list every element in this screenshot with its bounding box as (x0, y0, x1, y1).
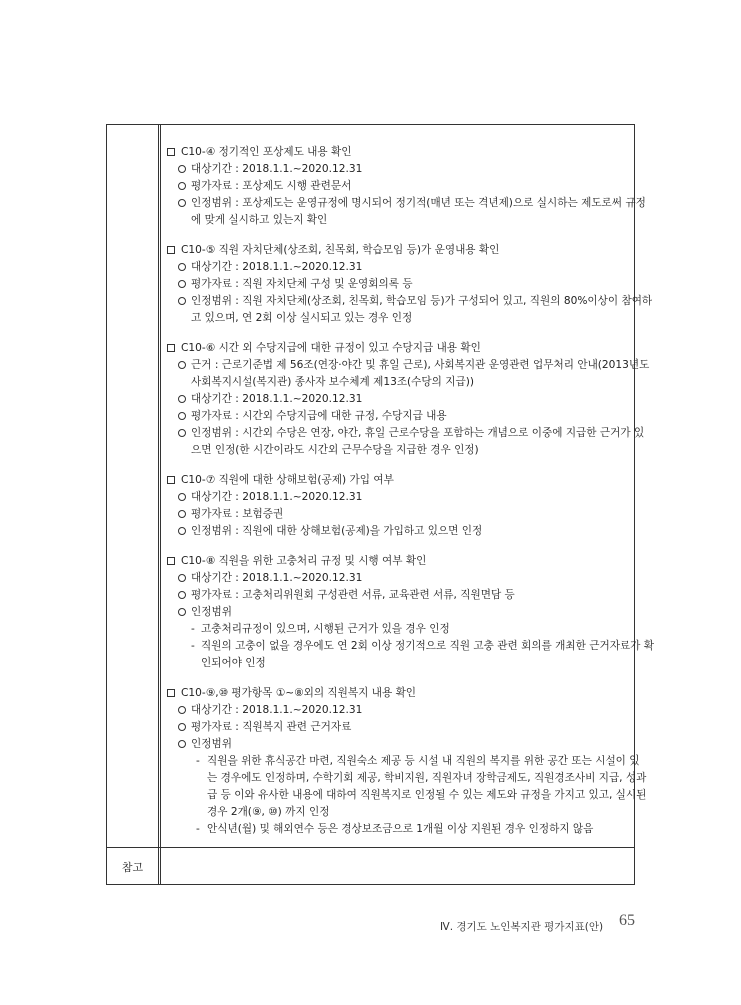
circle-bullet-icon (178, 591, 186, 599)
criteria-section (167, 685, 647, 838)
circle-bullet-icon (178, 263, 186, 271)
dash-bullet: - (191, 640, 195, 652)
criteria-subitem: - 직원을 위한 휴식공간 마련, 직원숙소 제공 등 시설 내 직원의 복지를 위한 공간 또는 시설이 있 (167, 753, 629, 770)
circle-bullet-icon (178, 395, 186, 403)
criteria-item: 평가자료 : 직원복지 관련 근거자료 (167, 719, 629, 736)
criteria-item: 평가자료 : 고충처리위원회 구성관련 서류, 교육관련 서류, 직원면담 등 (167, 587, 629, 604)
checkbox-square-icon (167, 344, 175, 352)
circle-bullet-icon (178, 740, 186, 748)
criteria-item: 대상기간 : 2018.1.1.~2020.12.31 (167, 489, 629, 506)
criteria-item-continuation: 고 있으며, 연 2회 이상 실시되고 있는 경우 인정 (191, 312, 413, 324)
criteria-item: 인정범위 (167, 736, 629, 753)
criteria-item-continuation: 사회복지시설(복지관) 종사자 보수체계 제13조(수당의 지급)) (191, 376, 474, 388)
criteria-section (167, 340, 650, 459)
criteria-item: 대상기간 : 2018.1.1.~2020.12.31 (167, 259, 629, 276)
criteria-item: 평가자료 : 포상제도 시행 관련문서 (167, 178, 629, 195)
section-title: C10-⑦ 직원에 대한 상해보험(공제) 가입 여부 (167, 472, 629, 489)
criteria-item: 평가자료 : 보험증권 (167, 506, 629, 523)
criteria-subitem-continuation: 는 경우에도 인정하며, 수학기회 제공, 학비지원, 직원자녀 장학금제도, 직원경조사비 지급, 성과 (207, 772, 647, 784)
table-left-column (107, 125, 161, 847)
criteria-item: 대상기간 : 2018.1.1.~2020.12.31 (167, 702, 629, 719)
section-title: C10-⑨,⑩ 평가항목 ①~⑧외의 직원복지 내용 확인 (167, 685, 629, 702)
criteria-subitem: - 직원의 고충이 없을 경우에도 연 2회 이상 정기적으로 직원 고충 관련 회의를 개최한 근거자료가 확 (167, 638, 629, 655)
criteria-item-continuation: 으면 인정(한 시간이라도 시간외 근무수당을 지급한 경우 인정) (191, 444, 479, 456)
criteria-section (167, 472, 629, 540)
circle-bullet-icon (178, 429, 186, 437)
circle-bullet-icon (178, 412, 186, 420)
criteria-item-continuation: 에 맞게 실시하고 있는지 확인 (191, 214, 328, 226)
dash-bullet: - (196, 823, 200, 835)
circle-bullet-icon (178, 493, 186, 501)
circle-bullet-icon (178, 510, 186, 518)
criteria-subitem-continuation: 인되어야 인정 (201, 657, 266, 669)
checkbox-square-icon (167, 557, 175, 565)
circle-bullet-icon (178, 608, 186, 616)
circle-bullet-icon (178, 361, 186, 369)
criteria-subitem: - 안식년(월) 및 해외연수 등은 경상보조금으로 1개월 이상 지원된 경우 인정하지 않음 (167, 821, 629, 838)
checkbox-square-icon (167, 246, 175, 254)
criteria-section (167, 553, 654, 672)
checkbox-square-icon (167, 476, 175, 484)
criteria-subitem-continuation: 급 등 이와 유사한 내용에 대하여 직원복지로 인정될 수 있는 제도와 규정을 가지고 있고, 실시된 (207, 789, 647, 801)
evaluation-table (106, 124, 654, 885)
reference-label: 참고 (107, 848, 161, 885)
criteria-item: 대상기간 : 2018.1.1.~2020.12.31 (167, 161, 629, 178)
criteria-item: 평가자료 : 직원 자치단체 구성 및 운영회의록 등 (167, 276, 629, 293)
checkbox-square-icon (167, 689, 175, 697)
circle-bullet-icon (178, 527, 186, 535)
criteria-item: 인정범위 : 포상제도는 운영규정에 명시되어 정기적(매년 또는 격년제)으로 실시하는 제도로써 규정 (167, 195, 629, 212)
criteria-item: 인정범위 : 직원 자치단체(상조회, 친목회, 학습모임 등)가 구성되어 있고, 직원의 80%이상이 참여하 (167, 293, 629, 310)
reference-row (107, 847, 634, 885)
page-footer-text: Ⅳ. 경기도 노인복지관 평가지표(안) (440, 921, 604, 933)
section-title: C10-⑤ 직원 자치단체(상조회, 친목회, 학습모임 등)가 운영내용 확인 (167, 242, 629, 259)
criteria-item: 인정범위 : 시간외 수당은 연장, 야간, 휴일 근로수당을 포함하는 개념으로 이중에 지급한 근거가 있 (167, 425, 629, 442)
criteria-subitem-continuation: 경우 2개(⑨, ⑩) 까지 인정 (207, 806, 330, 818)
criteria-section (167, 242, 653, 327)
checkbox-square-icon (167, 148, 175, 156)
criteria-item: 근거 : 근로기준법 제 56조(연장·야간 및 휴일 근로), 사회복지관 운영관련 업무처리 안내(2013년도 (167, 357, 629, 374)
circle-bullet-icon (178, 182, 186, 190)
criteria-item: 평가자료 : 시간외 수당지급에 대한 규정, 수당지급 내용 (167, 408, 629, 425)
circle-bullet-icon (178, 199, 186, 207)
section-title: C10-⑥ 시간 외 수당지급에 대한 규정이 있고 수당지급 내용 확인 (167, 340, 629, 357)
circle-bullet-icon (178, 165, 186, 173)
dash-bullet: - (191, 623, 195, 635)
circle-bullet-icon (178, 723, 186, 731)
criteria-item: 대상기간 : 2018.1.1.~2020.12.31 (167, 570, 629, 587)
criteria-item: 인정범위 (167, 604, 629, 621)
circle-bullet-icon (178, 280, 186, 288)
circle-bullet-icon (178, 297, 186, 305)
criteria-section (167, 144, 646, 229)
section-title: C10-④ 정기적인 포상제도 내용 확인 (167, 144, 629, 161)
table-content-cell (167, 144, 654, 851)
criteria-subitem: - 고충처리규정이 있으며, 시행된 근거가 있을 경우 인정 (167, 621, 629, 638)
criteria-item: 인정범위 : 직원에 대한 상해보험(공제)을 가입하고 있으면 인정 (167, 523, 629, 540)
criteria-item: 대상기간 : 2018.1.1.~2020.12.31 (167, 391, 629, 408)
dash-bullet: - (196, 755, 200, 767)
circle-bullet-icon (178, 706, 186, 714)
circle-bullet-icon (178, 574, 186, 582)
page-number: 65 (619, 912, 635, 929)
section-title: C10-⑧ 직원을 위한 고충처리 규정 및 시행 여부 확인 (167, 553, 629, 570)
